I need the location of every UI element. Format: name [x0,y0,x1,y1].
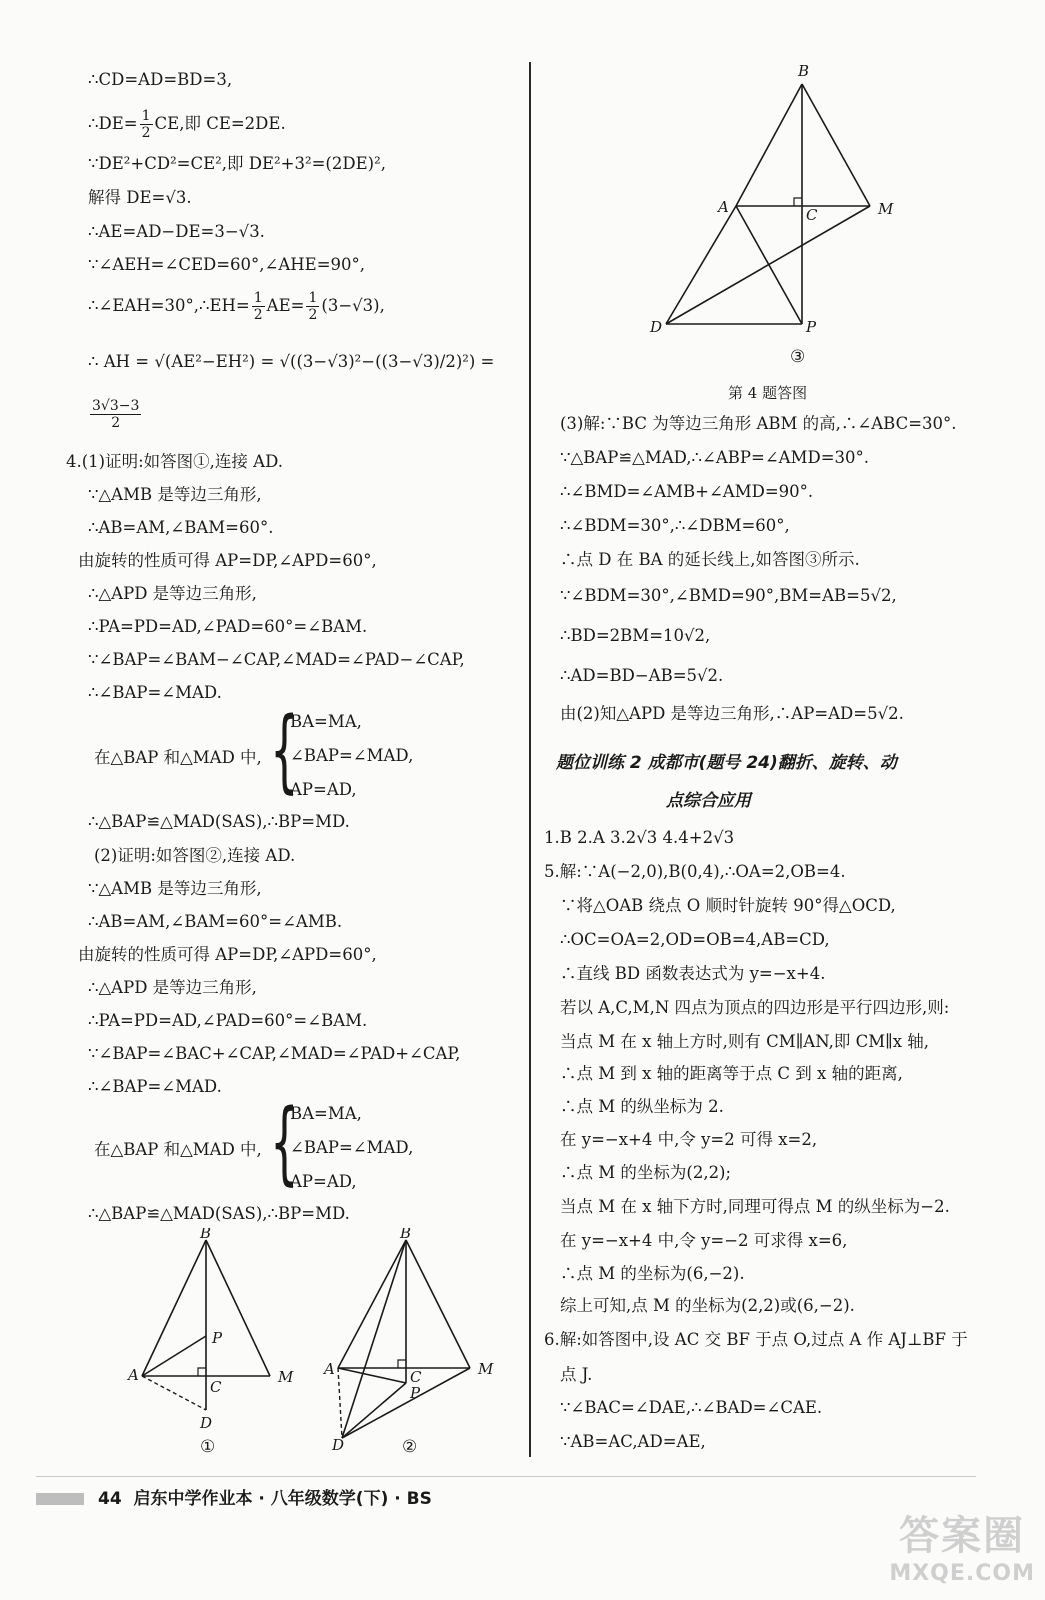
point-label: P [806,318,817,336]
text-line: ∴点 M 的坐标为(6,−2). [560,1264,745,1283]
system-eq: BA=MA, [290,712,362,731]
text-line: (3)解:∵BC 为等边三角形 ABM 的高,∴∠ABC=30°. [560,414,957,433]
system-eq: ∠BAP=∠MAD, [290,1138,414,1157]
system-intro: 在△BAP 和△MAD 中, [94,748,262,767]
text-line: 5.解:∵A(−2,0),B(0,4),∴OA=2,OB=4. [544,862,846,881]
text-line: 4.(1)证明:如答图①,连接 AD. [66,452,283,471]
text-line: 由(2)知△APD 是等边三角形,∴AP=AD=5√2. [560,704,904,723]
figure-3 [638,62,918,382]
point-label: P [410,1384,421,1402]
point-label: A [128,1366,139,1384]
point-label: P [212,1329,223,1347]
text-line: ∵△AMB 是等边三角形, [88,485,262,504]
figures-1-2 [120,1228,510,1463]
point-label: B [200,1228,212,1242]
point-label: B [798,62,810,80]
text-line: ∴OC=OA=2,OD=OB=4,AB=CD, [560,930,830,949]
page-number: 44 [98,1489,122,1509]
column-divider [529,62,531,1457]
point-label: D [200,1414,213,1432]
point-label: B [400,1228,412,1242]
figure-label: ① [200,1437,216,1457]
text-line: ∵∠BAP=∠BAC+∠CAP,∠MAD=∠PAD+∠CAP, [88,1044,461,1063]
figure-2 [322,1228,494,1457]
text-line: (2)证明:如答图②,连接 AD. [94,846,296,865]
text-line: ∴△APD 是等边三角形, [88,584,257,603]
text-line: 在 y=−x+4 中,令 y=−2 可求得 x=6, [560,1231,848,1250]
fraction: $\frac{1}{2}$ [308,290,318,324]
text-line: 当点 M 在 x 轴上方时,则有 CM∥AN,即 CM∥x 轴, [560,1032,930,1051]
text-line: 综上可知,点 M 的坐标为(2,2)或(6,−2). [560,1296,855,1315]
text-line: 由旋转的性质可得 AP=DP,∠APD=60°, [78,945,377,964]
text-line: ∴ AH = √(AE²−EH²) = √((3−√3)²−((3−√3)/2)²) = [88,352,495,371]
text-line: ∵∠BAP=∠BAM−∠CAP,∠MAD=∠PAD−∠CAP, [88,650,465,669]
text-line: 6.解:如答图中,设 AC 交 BF 于点 O,过点 A 作 AJ⊥BF 于 [544,1330,968,1349]
text-line: 由旋转的性质可得 AP=DP,∠APD=60°, [78,551,377,570]
text-line: ∴AB=AM,∠BAM=60°. [88,518,274,537]
page-footer [36,1484,432,1509]
text-line: ∴点 M 的坐标为(2,2); [560,1163,732,1182]
point-label: M [478,1360,494,1378]
text-line: 当点 M 在 x 轴下方时,同理可得点 M 的纵坐标为−2. [560,1197,950,1216]
text-line: ∵∠BAC=∠DAE,∴∠BAD=∠CAE. [560,1398,823,1417]
section-heading: 点综合应用 [666,791,751,811]
system-eq: AP=AD, [290,780,357,799]
text-line: ∵△BAP≌△MAD,∴∠ABP=∠AMD=30°. [560,448,870,467]
text-line: ∴直线 BD 函数表达式为 y=−x+4. [560,964,826,983]
point-label: D [650,318,663,336]
point-label: C [210,1378,222,1396]
text-line: ∵DE²+CD²=CE²,即 DE²+3²=(2DE)², [88,154,386,173]
text-line: ∴PA=PD=AD,∠PAD=60°=∠BAM. [88,617,368,636]
watermark-logo: 答案圈 MXQE.COM [889,1513,1035,1586]
text-line: ∴点 M 到 x 轴的距离等于点 C 到 x 轴的距离, [560,1064,903,1083]
text-line: ∵△AMB 是等边三角形, [88,879,262,898]
fraction: $\frac{1}{2}$ [253,290,263,324]
text-line: ∴DE= $\frac{1}{2}$ CE,即 CE=2DE. [88,108,286,142]
text-line: 若以 A,C,M,N 四点为顶点的四边形是平行四边形,则: [560,998,950,1017]
text-line: ∴∠BAP=∠MAD. [88,683,222,702]
text-line: ∴∠BMD=∠AMB+∠AMD=90°. [560,482,814,501]
text-line: ∴点 M 的纵坐标为 2. [560,1097,724,1116]
point-label: C [806,206,818,224]
text-line: 1.B 2.A 3.2√3 4.4+2√3 [544,828,735,847]
text-line: ∵将△OAB 绕点 O 顺时针旋转 90°得△OCD, [560,896,896,915]
text-line: ∴AE=AD−DE=3−√3. [88,222,265,241]
point-label: C [410,1368,422,1386]
text-line: ∴△BAP≌△MAD(SAS),∴BP=MD. [88,1204,350,1223]
section-heading: 题位训练 2 成都市(题号 24)翻折、旋转、动 [556,753,897,773]
point-label: M [878,200,894,218]
figure-label: ② [402,1437,418,1457]
text-line: ∴CD=AD=BD=3, [88,70,233,89]
footer-rule [36,1476,976,1477]
text-line: 在 y=−x+4 中,令 y=2 可得 x=2, [560,1130,818,1149]
text-line: 解得 DE=√3. [88,188,192,207]
system-eq: AP=AD, [290,1172,357,1191]
text-line: ∴∠EAH=30°,∴EH= $\frac{1}{2}$ AE= $\frac{1}{2}$ (3−√3), [88,290,385,324]
fraction: $\frac{3√3-3}{2}$ [92,398,140,432]
book-title: 启东中学作业本 · 八年级数学(下) · BS [133,1489,432,1509]
point-label: A [324,1360,335,1378]
point-label: M [278,1368,294,1386]
brace: { [270,698,299,803]
system-intro: 在△BAP 和△MAD 中, [94,1140,262,1159]
brace: { [270,1090,299,1195]
text-line: ∴PA=PD=AD,∠PAD=60°=∠BAM. [88,1011,368,1030]
text-line: ∴AD=BD−AB=5√2. [560,666,724,685]
system-eq: ∠BAP=∠MAD, [290,746,414,765]
fraction: $\frac{1}{2}$ [141,108,151,142]
text-line: ∵AB=AC,AD=AE, [560,1432,706,1451]
text-line: ∴点 D 在 BA 的延长线上,如答图③所示. [560,550,860,569]
text-line: ∴∠BDM=30°,∴∠DBM=60°, [560,516,790,535]
text-line: ∴△BAP≌△MAD(SAS),∴BP=MD. [88,812,350,831]
text-line: ∵∠BDM=30°,∠BMD=90°,BM=AB=5√2, [560,586,897,605]
figure-caption: 第 4 题答图 [728,384,808,402]
text-line: ∴AB=AM,∠BAM=60°=∠AMB. [88,912,343,931]
text-line: ∴∠BAP=∠MAD. [88,1077,222,1096]
text-line: ∵∠AEH=∠CED=60°,∠AHE=90°, [88,255,366,274]
figure-1 [126,1228,294,1457]
point-label: A [718,198,729,216]
footer-bar [36,1493,84,1505]
text-line: ∴BD=2BM=10√2, [560,626,711,645]
figure-label: ③ [790,347,806,367]
text-line: ∴△APD 是等边三角形, [88,978,257,997]
system-eq: BA=MA, [290,1104,362,1123]
text-line [88,398,143,431]
point-label: D [332,1436,345,1454]
text-line: 点 J. [560,1365,593,1384]
